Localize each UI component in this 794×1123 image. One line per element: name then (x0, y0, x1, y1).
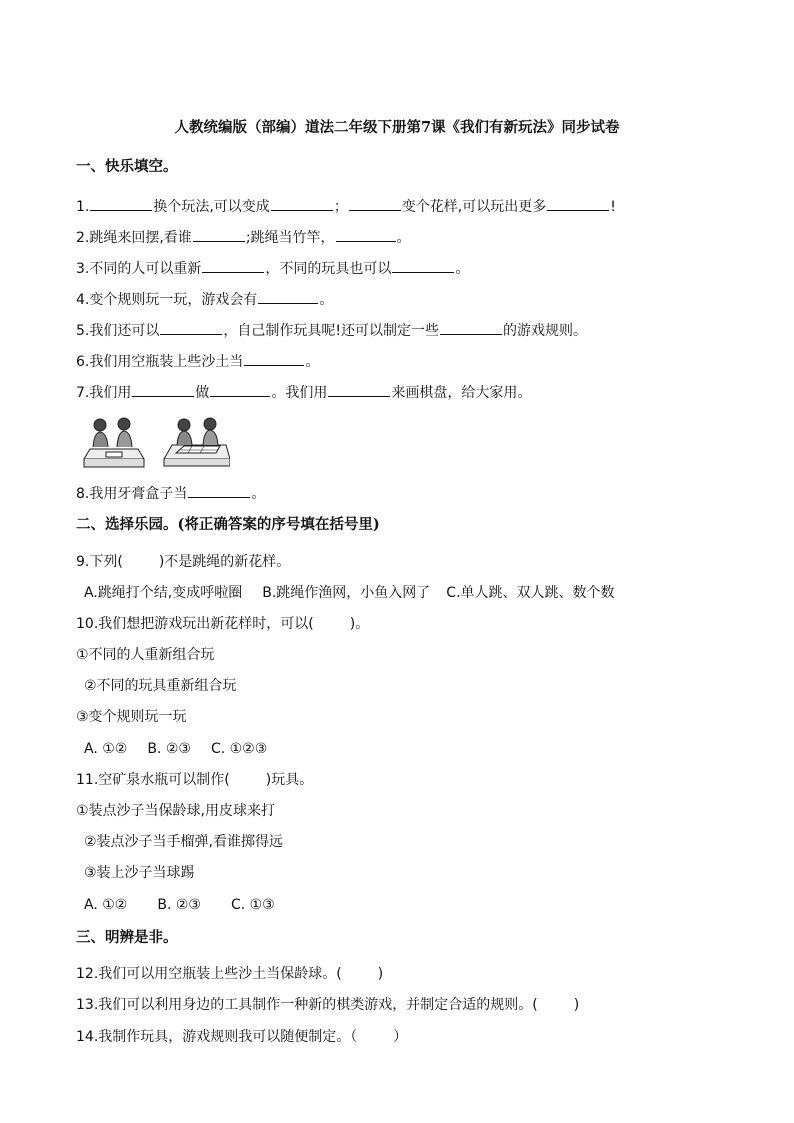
option-b[interactable]: B. ②③ (157, 897, 201, 913)
question-13: 13.我们可以利用身边的工具制作一种新的棋类游戏，并制定合适的规则。( ) (76, 997, 580, 1013)
answer-blank[interactable] (210, 382, 270, 397)
section-heading-fill: 一、快乐填空。 (76, 158, 178, 175)
answer-blank[interactable] (336, 227, 396, 242)
question-10-item-1: ①不同的人重新组合玩 (76, 647, 215, 663)
option-c[interactable]: C. ①②③ (210, 741, 268, 757)
option-a[interactable]: A.跳绳打个结,变成呼啦圈 (84, 585, 243, 601)
answer-blank[interactable] (440, 320, 502, 335)
question-9-options (84, 584, 615, 602)
question-1: 1. 换个玩法,可以变成 ； 变个花样,可以玩出更多 ! (76, 196, 616, 216)
question-11-item-2: ②装点沙子当手榴弹,看谁掷得远 (84, 834, 284, 850)
question-7: 7.我们用 做 。我们用 来画棋盘，给大家用。 (76, 382, 531, 402)
answer-blank[interactable] (349, 196, 401, 211)
option-c[interactable]: C. ①③ (230, 897, 275, 913)
question-11: 11.空矿泉水瓶可以制作( )玩具。 (76, 772, 314, 788)
option-a[interactable]: A. ①② (84, 897, 128, 913)
answer-blank[interactable] (202, 258, 264, 273)
question-4: 4.变个规则玩一玩，游戏会有 。 (76, 289, 333, 309)
question-2: 2.跳绳来回摆,看谁 ;跳绳当竹竿， 。 (76, 227, 411, 247)
option-c[interactable]: C.单人跳、双人跳、数个数 (446, 585, 615, 601)
question-5: 5.我们还可以 ，自己制作玩具呢!还可以制定一些 的游戏规则。 (76, 320, 587, 340)
section-heading-choice: 二、选择乐园。(将正确答案的序号填在括号里) (76, 516, 380, 533)
question-10-options (84, 740, 267, 758)
answer-blank[interactable] (132, 382, 194, 397)
question-3: 3.不同的人可以重新 ，不同的玩具也可以 。 (76, 258, 469, 278)
question-11-item-1: ①装点沙子当保龄球,用皮球来打 (76, 803, 276, 819)
answer-blank[interactable] (392, 258, 454, 273)
answer-blank[interactable] (258, 289, 318, 304)
option-b[interactable]: B. ②③ (147, 741, 191, 757)
question-9: 9.下列( )不是跳绳的新花样。 (76, 554, 291, 570)
answer-blank[interactable] (193, 227, 245, 242)
answer-blank[interactable] (271, 196, 333, 211)
answer-blank[interactable] (244, 351, 304, 366)
answer-blank[interactable] (547, 196, 609, 211)
page-title: 人教统编版（部编）道法二年级下册第7课《我们有新玩法》同步试卷 (174, 119, 620, 136)
question-8: 8.我用牙膏盒子当 。 (76, 483, 265, 503)
answer-blank[interactable] (90, 196, 152, 211)
question-14: 14.我制作玩具，游戏规则我可以随便制定。（ ） (76, 1029, 408, 1045)
option-b[interactable]: B.跳绳作渔网，小鱼入网了 (262, 585, 431, 601)
question-11-options (84, 896, 275, 914)
answer-blank[interactable] (328, 382, 390, 397)
question-10: 10.我们想把游戏玩出新花样时，可以( )。 (76, 616, 370, 632)
question-12: 12.我们可以用空瓶装上些沙土当保龄球。( ) (76, 966, 384, 982)
question-6: 6.我们用空瓶装上些沙土当 。 (76, 351, 319, 371)
children-playing-chess-illustration (80, 415, 230, 471)
answer-blank[interactable] (160, 320, 222, 335)
question-10-item-2: ②不同的玩具重新组合玩 (84, 678, 237, 694)
question-11-item-3: ③装上沙子当球踢 (84, 865, 195, 881)
question-10-item-3: ③变个规则玩一玩 (76, 709, 187, 725)
answer-blank[interactable] (188, 483, 250, 498)
option-a[interactable]: A. ①② (84, 741, 128, 757)
section-heading-judge: 三、明辨是非。 (76, 929, 178, 946)
